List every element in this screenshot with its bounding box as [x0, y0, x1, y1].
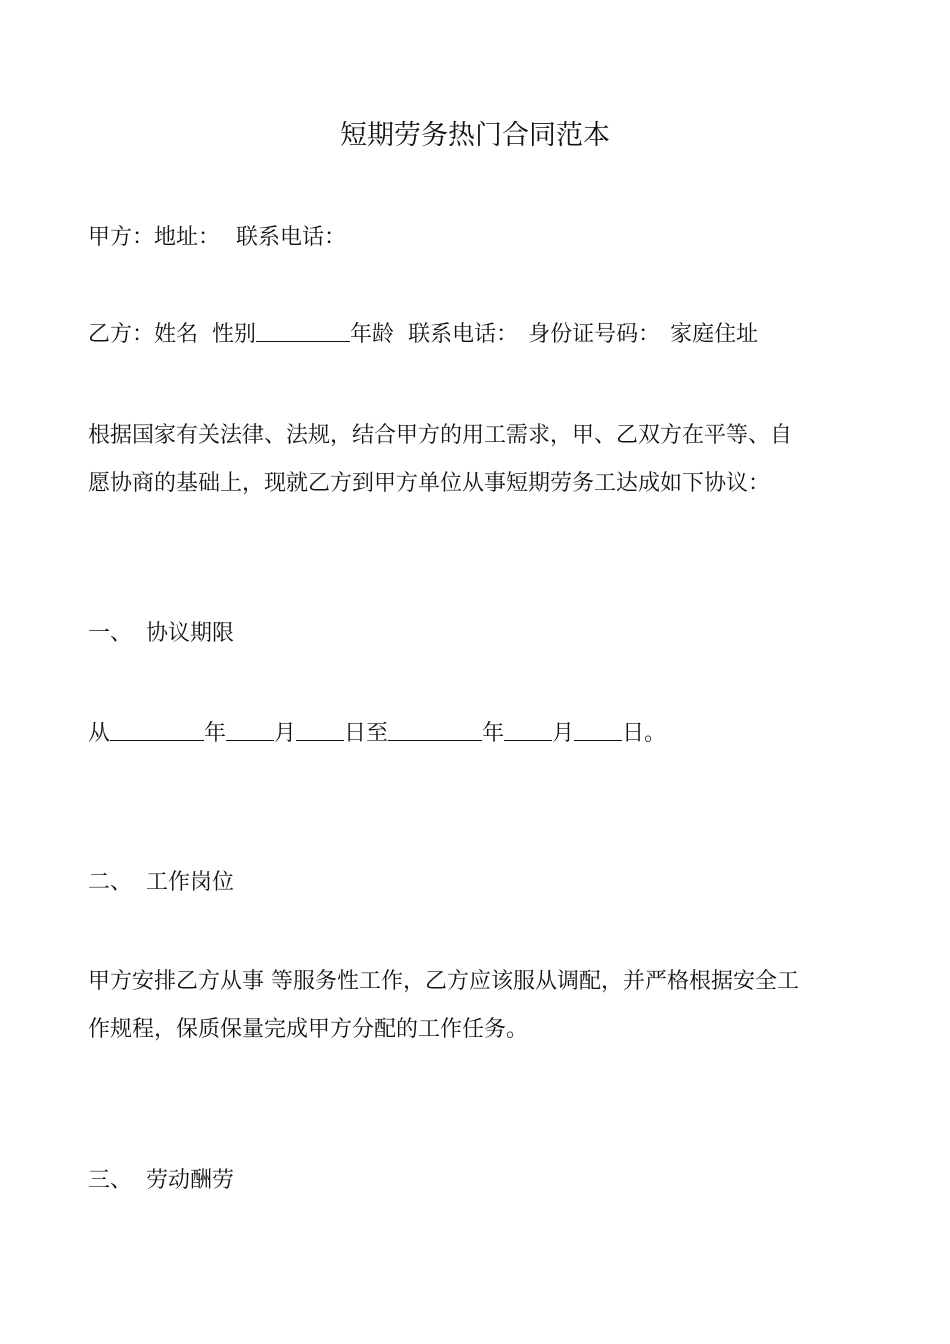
party-a-line — [88, 214, 346, 262]
position-paragraph — [88, 958, 868, 1054]
section-number: 三、 — [88, 1168, 133, 1193]
party-b-gender-label: 性别 — [212, 322, 257, 347]
party-a-phone-label: 联系电话： — [236, 225, 347, 250]
party-a-address-label: 地址： — [154, 225, 221, 250]
intro-line: 愿协商的基础上，现就乙方到甲方单位从事短期劳务工达成如下协议： — [88, 471, 771, 496]
intro-line: 根据国家有关法律、法规，结合甲方的用工需求，甲、乙双方在平等、自 — [88, 423, 793, 448]
end-month-blank — [504, 720, 552, 741]
section-title: 工作岗位 — [146, 870, 235, 895]
year-label: 年 — [482, 721, 505, 746]
section-number: 一、 — [88, 621, 133, 646]
party-b-age-label: 年龄 — [350, 322, 395, 347]
section-number: 二、 — [88, 870, 133, 895]
start-year-blank — [110, 720, 204, 741]
gender-blank — [256, 321, 350, 342]
party-b-id-label: 身份证号码： — [528, 322, 661, 347]
start-day-blank — [296, 720, 344, 741]
section-heading-term — [88, 610, 234, 658]
party-b-label: 乙方： — [88, 322, 155, 347]
position-line: 甲方安排乙方从事 等服务性工作，乙方应该服从调配，并严格根据安全工 — [88, 969, 799, 994]
month-label: 月 — [274, 721, 297, 746]
term-dates-line — [88, 710, 666, 758]
day-to-label: 日至 — [344, 721, 389, 746]
end-year-blank — [388, 720, 482, 741]
day-end-label: 日。 — [622, 721, 667, 746]
party-b-phone-label: 联系电话： — [408, 322, 519, 347]
party-b-home-label: 家庭住址 — [670, 322, 759, 347]
intro-paragraph — [88, 412, 868, 508]
from-label: 从 — [88, 721, 111, 746]
section-title: 劳动酬劳 — [146, 1168, 235, 1193]
section-heading-pay — [88, 1157, 234, 1205]
party-a-label: 甲方： — [88, 225, 155, 250]
document-title: 短期劳务热门合同范本 — [340, 120, 610, 151]
party-b-line — [88, 311, 758, 359]
year-label: 年 — [204, 721, 227, 746]
end-day-blank — [574, 720, 622, 741]
section-title: 协议期限 — [146, 621, 235, 646]
month-label: 月 — [552, 721, 575, 746]
position-line: 作规程，保质保量完成甲方分配的工作任务。 — [88, 1017, 529, 1042]
start-month-blank — [226, 720, 274, 741]
party-b-name-label: 姓名 — [154, 322, 199, 347]
section-heading-position — [88, 859, 234, 907]
